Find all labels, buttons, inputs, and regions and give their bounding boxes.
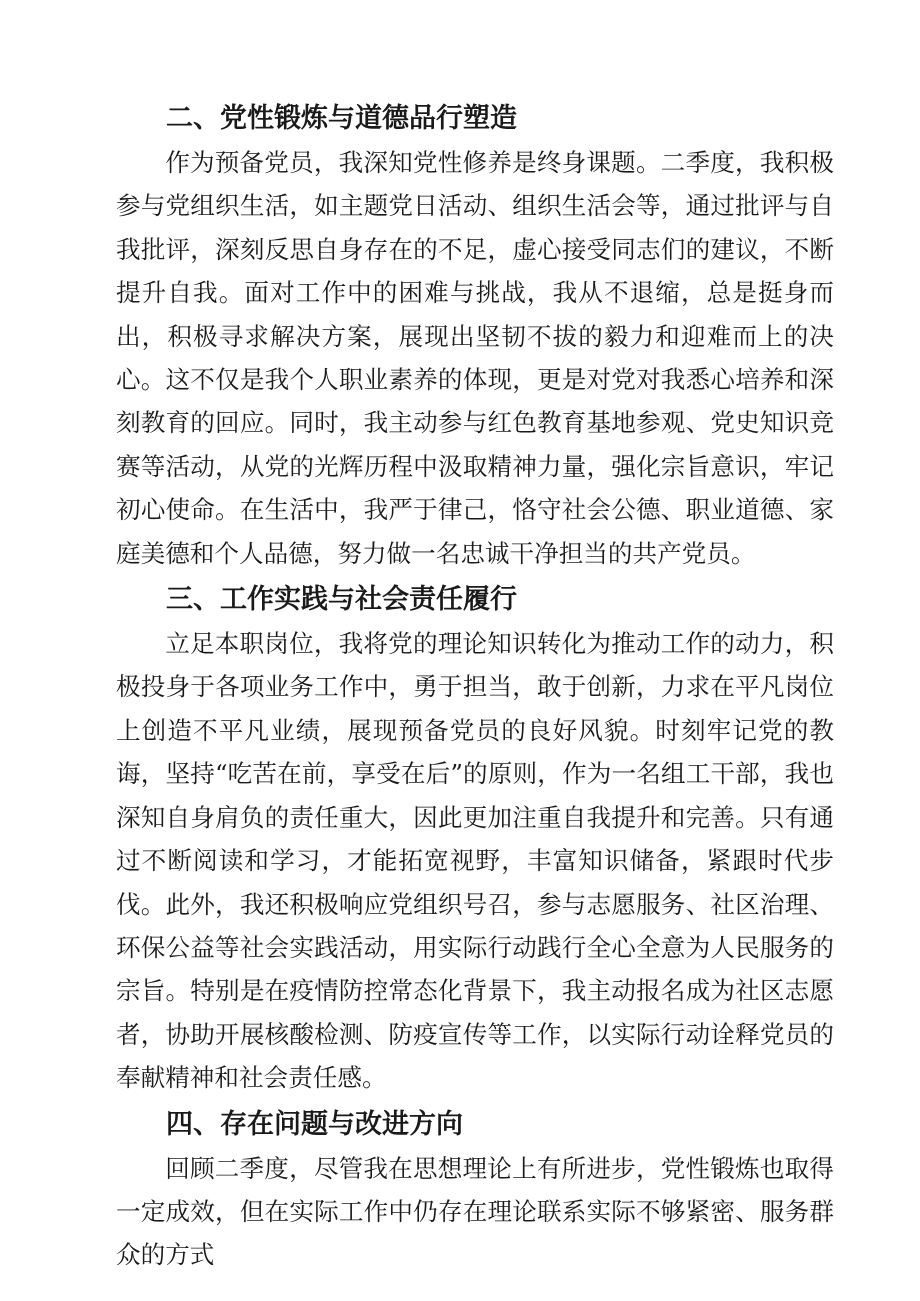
section-paragraph-work-practice: 立足本职岗位，我将党的理论知识转化为推动工作的动力，积极投身于各项业务工作中，勇于担当，敢于创新，力求在平凡岗位上创造不平凡业绩，展现预备党员的良好风貌。时刻牢记党的教诲，坚持“吃苦在前，享受在后”的原则，作为一名组工干部，我也深知自身肩负的责任重大，因此更加注重自我提升和完善。只有通过不断阅读和学习，才能拓宽视野，丰富知识储备，紧跟时代步伐。此外，我还积极响应党组织号召，参与志愿服务、社区治理、环保公益等社会实践活动，用实际行动践行全心全意为人民服务的宗旨。特别是在疫情防控常态化背景下，我主动报名成为社区志愿者，协助开展核酸检测、防疫宣传等工作，以实际行动诠释党员的奉献精神和社会责任感。 bbox=[116, 629, 834, 1093]
section-heading-problems: 四、存在问题与改进方向 bbox=[166, 1108, 463, 1140]
section-heading-work-practice: 三、工作实践与社会责任履行 bbox=[166, 584, 517, 616]
section-paragraph-party-spirit: 作为预备党员，我深知党性修养是终身课题。二季度，我积极参与党组织生活，如主题党日活动、组织生活会等，通过批评与自我批评，深刻反思自身存在的不足，虚心接受同志们的建议，不断提升自我。面对工作中的困难与挑战，我从不退缩，总是挺身而出，积极寻求解决方案，展现出坚韧不拔的毅力和迎难而上的决心。这不仅是我个人职业素养的体现，更是对党对我悉心培养和深刻教育的回应。同时，我主动参与红色教育基地参观、党史知识竞赛等活动，从党的光辉历程中汲取精神力量，强化宗旨意识，牢记初心使命。在生活中，我严于律己，恪守社会公德、职业道德、家庭美德和个人品德，努力做一名忠诚干净担当的共产党员。 bbox=[116, 148, 834, 568]
section-paragraph-problems: 回顾二季度，尽管我在思想理论上有所进步，党性锻炼也取得一定成效，但在实际工作中仍存在理论联系实际不够紧密、服务群众的方式 bbox=[116, 1153, 834, 1270]
document-body bbox=[116, 97, 834, 1277]
section-heading-party-spirit: 二、党性锻炼与道德品行塑造 bbox=[166, 103, 517, 134]
